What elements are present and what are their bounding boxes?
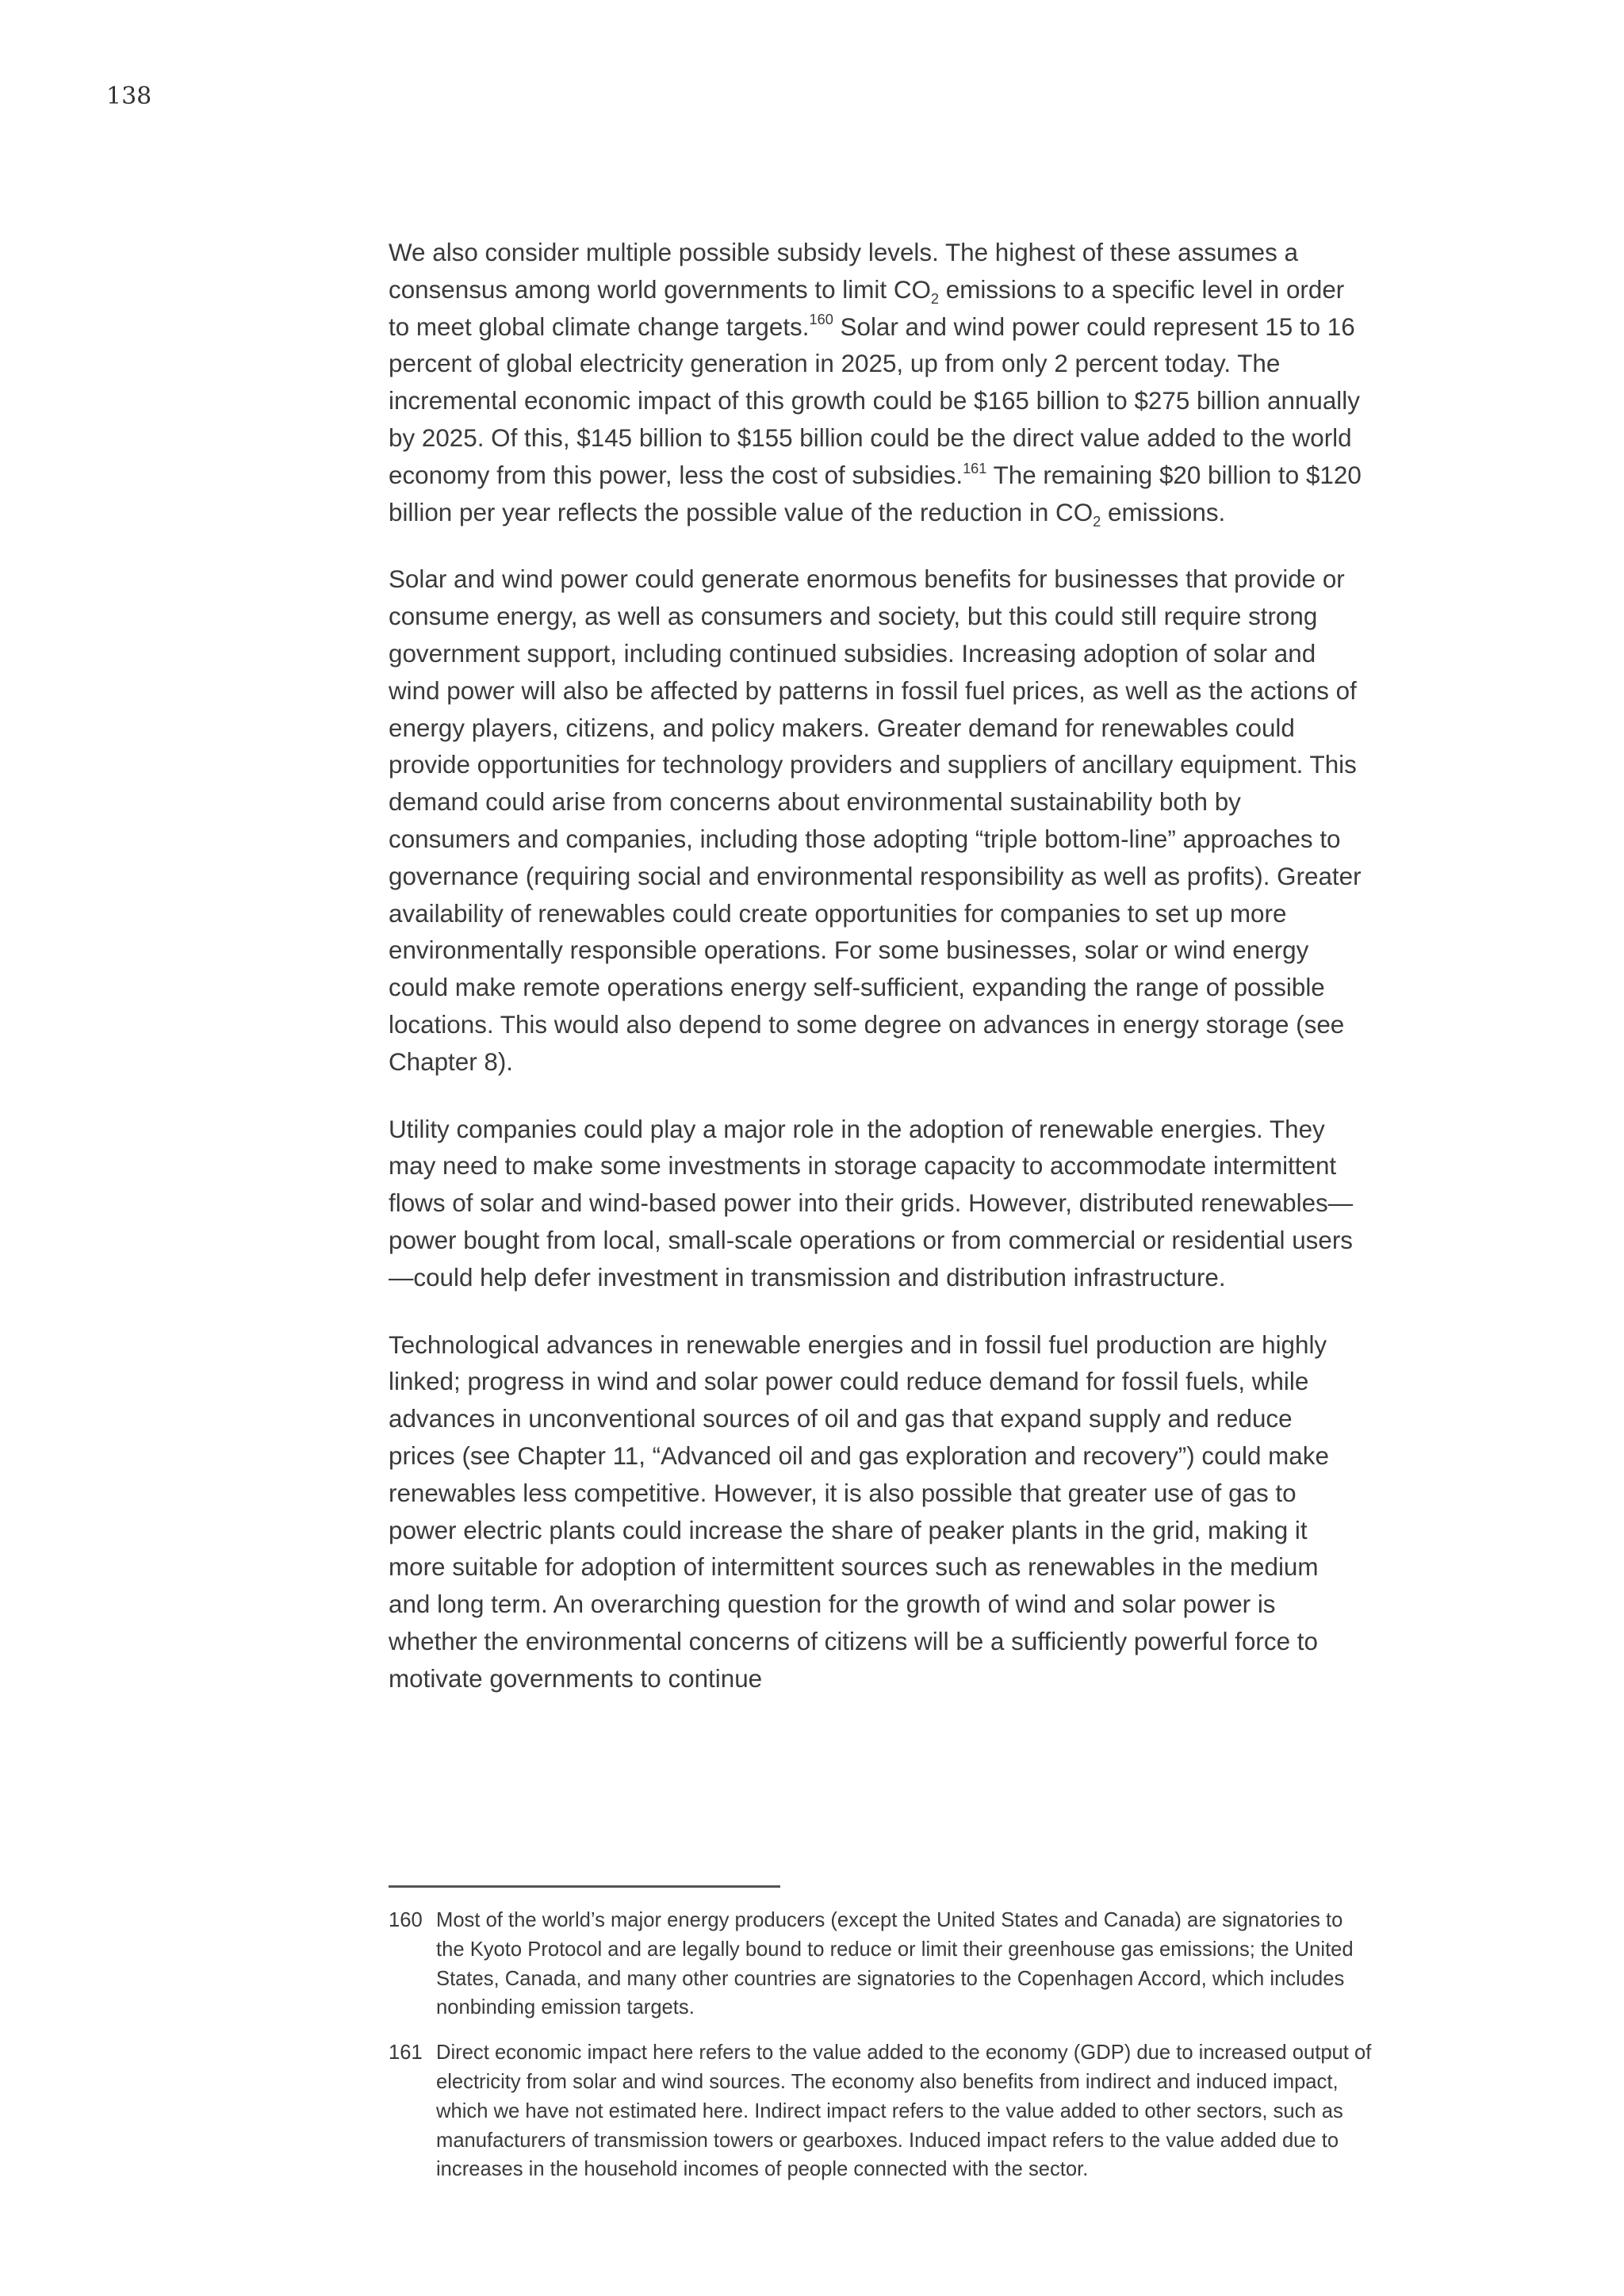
paragraph-1-text-e: emissions. <box>1101 498 1226 526</box>
footnote-ref-160[interactable]: 160 <box>809 312 833 328</box>
co2-subscript: 2 <box>1093 514 1101 530</box>
footnote-text: Direct economic impact here refers to the value added to the economy (GDP) due to increased output of electricity from solar and wind sources. The economy also benefits from indirect and induced impact, which we have not estimated here. Indirect impact refers to the value added to other sectors, such as manufacturers of transmission towers or gearboxes. Induced impact refers to the value added due to increases in the household incomes of people connected with the sector. <box>436 2042 1372 2181</box>
paragraph-1-text-a: We also consider multiple possible subsidy levels. The highest of these assumes a consensus among world governments to limit CO <box>389 239 1298 304</box>
paragraph-1-text-b: emissions to a specific level in order to meet global climate change targets. <box>389 275 1345 341</box>
footnote-ref-161[interactable]: 161 <box>963 460 987 476</box>
paragraph-4: Technological advances in renewable energies and in fossil fuel production are highly linked; progress in wind and solar power could reduce demand for fossil fuels, while advances in unconventional sources of oil and gas that expand supply and reduce prices (see Chapter 11, “Advanced oil and gas exploration and recovery”) could make renewables less competitive. However, it is also possible that greater use of gas to power electric plants could increase the share of peaker plants in the grid, making it more suitable for adoption of intermittent sources such as renewables in the medium and long term. An overarching question for the growth of wind and solar power is whether the environmental concerns of citizens will be a sufficiently powerful force to motivate governments to continue <box>389 1330 1329 1693</box>
page-number: 138 <box>106 82 152 110</box>
footnote-number: 161 <box>389 2042 423 2064</box>
co2-subscript: 2 <box>930 291 940 308</box>
paragraph-3: Utility companies could play a major role in the adoption of renewable energies. They may need to make some investments in storage capacity to accommodate intermittent flows of solar and wind-based power into their grids. However, distributed renewables—power bought from local, small-scale operations or from commercial or residential users—could help defer investment in transmission and distribution infrastructure. <box>389 1115 1354 1292</box>
body-text <box>389 235 1365 1728</box>
paragraph-1 <box>389 235 1365 531</box>
footnote-160 <box>389 1906 1372 2022</box>
footnote-text: Most of the world’s major energy producers (except the United States and Canada) are signatories to the Kyoto Protocol and are legally bound to reduce or limit their greenhouse gas emissions; the United States, Canada, and many other countries are signatories to the Copenhagen Accord, which includes nonbinding emission targets. <box>436 1909 1354 2019</box>
footnote-161 <box>389 2038 1372 2184</box>
paragraph-1-text-d: The remaining $20 billion to $120 billion per year reflects the possible value of the reduction in CO <box>389 461 1362 526</box>
footnote-divider <box>389 1885 780 1888</box>
footnotes <box>389 1906 1372 2200</box>
paragraph-2: Solar and wind power could generate enormous benefits for businesses that provide or consume energy, as well as consumers and society, but this could still require strong government support, including continued subsidies. Increasing adoption of solar and wind power will also be affected by patterns in fossil fuel prices, as well as the actions of energy players, citizens, and policy makers. Greater demand for renewables could provide opportunities for technology providers and suppliers of ancillary equipment. This demand could arise from concerns about environmental sustainability both by consumers and companies, including those adopting “triple bottom-line” approaches to governance (requiring social and environmental responsibility as well as profits). Greater availability of renewables could create opportunities for companies to set up more environmentally responsible operations. For some businesses, solar or wind energy could make remote operations energy self-sufficient, expanding the range of possible locations. This would also depend to some degree on advances in energy storage (see Chapter 8). <box>389 565 1362 1076</box>
footnote-number: 160 <box>389 1909 423 1931</box>
paragraph-1-text-c: Solar and wind power could represent 15 to 16 percent of global electricity generation in 2025, up from only 2 percent today. The incremental economic impact of this growth could be $165 billion to $275 billion annually by 2025. Of this, $145 billion to $155 billion could be the direct value added to the world economy from this power, less the cost of subsidies. <box>389 312 1360 489</box>
